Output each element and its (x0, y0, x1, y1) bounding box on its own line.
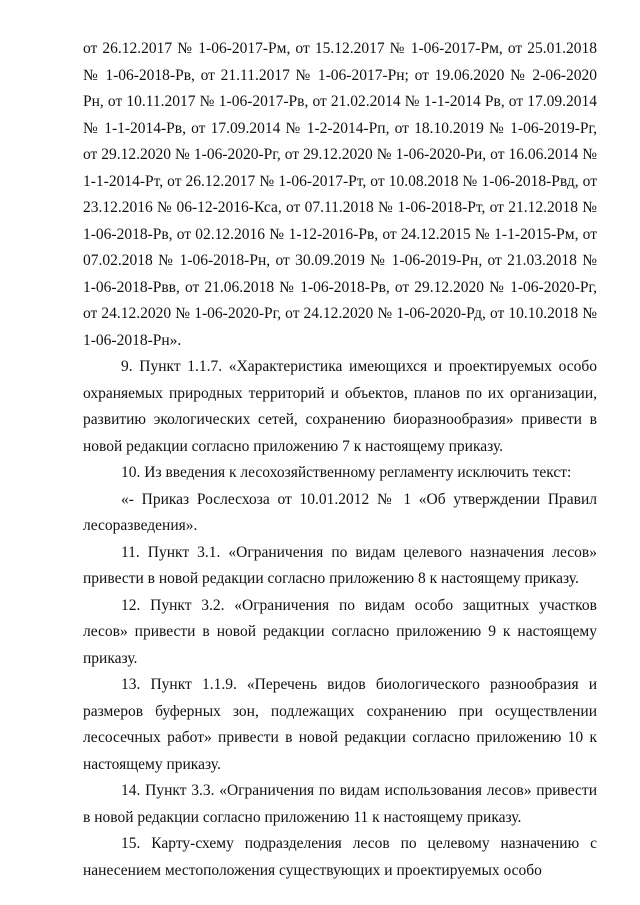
continuation-paragraph: от 26.12.2017 № 1-06-2017-Рм, от 15.12.2017 № 1-06-2017-Рм, от 25.01.2018 № 1-06-2018-Рв, от 21.11.2017 № 1-06-2017-Рн; от 19.06.2020 № 2-06-2020 Рн, от 10.11.2017 № 1-06-2017-Рв, от 21.02.2014 № 1-1-2014 Рв, от 17.09.2014 № 1-1-2014-Рв, от 17.09.2014 № 1-2-2014-Рп, от 18.10.2019 № 1-06-2019-Рг, от 29.12.2020 № 1-06-2020-Рг, от 29.12.2020 № 1-06-2020-Ри, от 16.06.2014 № 1-1-2014-Рт, от 26.12.2017 № 1-06-2017-Рт, от 10.08.2018 № 1-06-2018-Рвд, от 23.12.2016 № 06-12-2016-Кса, от 07.11.2018 № 1-06-2018-Рт, от 21.12.2018 № 1-06-2018-Рв, от 02.12.2016 № 1-12-2016-Рв, от 24.12.2015 № 1-1-2015-Рм, от 07.02.2018 № 1-06-2018-Рн, от 30.09.2019 № 1-06-2019-Рн, от 21.03.2018 № 1-06-2018-Рвв, от 21.06.2018 № 1-06-2018-Рв, от 29.12.2020 № 1-06-2020-Рг, от 24.12.2020 № 1-06-2020-Рг, от 24.12.2020 № 1-06-2020-Рд, от 10.10.2018 № 1-06-2018-Рн». (83, 40, 597, 349)
item-11-paragraph: 11. Пункт 3.1. «Ограничения по видам целевого назначения лесов» привести в новой редакции согласно приложению 8 к настоящему приказу. (83, 543, 597, 587)
item-10-paragraph: 10. Из введения к лесохозяйственному регламенту исключить текст: (121, 464, 572, 481)
item-13-paragraph: 13. Пункт 1.1.9. «Перечень видов биологического разнообразия и размеров буферных зон, подлежащих сохранению при осуществлении лесосечных работ» привести в новой редакции согласно приложению 10 к настоящему приказу. (83, 676, 597, 773)
quoted-text-paragraph: «- Приказ Рослесхоза от 10.01.2012 № 1 «Об утверждении Правил лесоразведения». (83, 490, 597, 534)
document-body (83, 36, 597, 884)
item-14-paragraph: 14. Пункт 3.3. «Ограничения по видам использования лесов» привести в новой редакции согласно приложению 11 к настоящему приказу. (83, 782, 597, 826)
item-15-paragraph: 15. Карту-схему подразделения лесов по целевому назначению с нанесением местоположения существующих и проектируемых особо (83, 835, 597, 879)
item-9-paragraph: 9. Пункт 1.1.7. «Характеристика имеющихся и проектируемых особо охраняемых природных территорий и объектов, планов по их организации, развитию экологических сетей, сохранению биоразнообразия» привести в новой редакции согласно приложению 7 к настоящему приказу. (83, 358, 597, 455)
item-12-paragraph: 12. Пункт 3.2. «Ограничения по видам особо защитных участков лесов» привести в новой редакции согласно приложению 9 к настоящему приказу. (83, 596, 597, 667)
